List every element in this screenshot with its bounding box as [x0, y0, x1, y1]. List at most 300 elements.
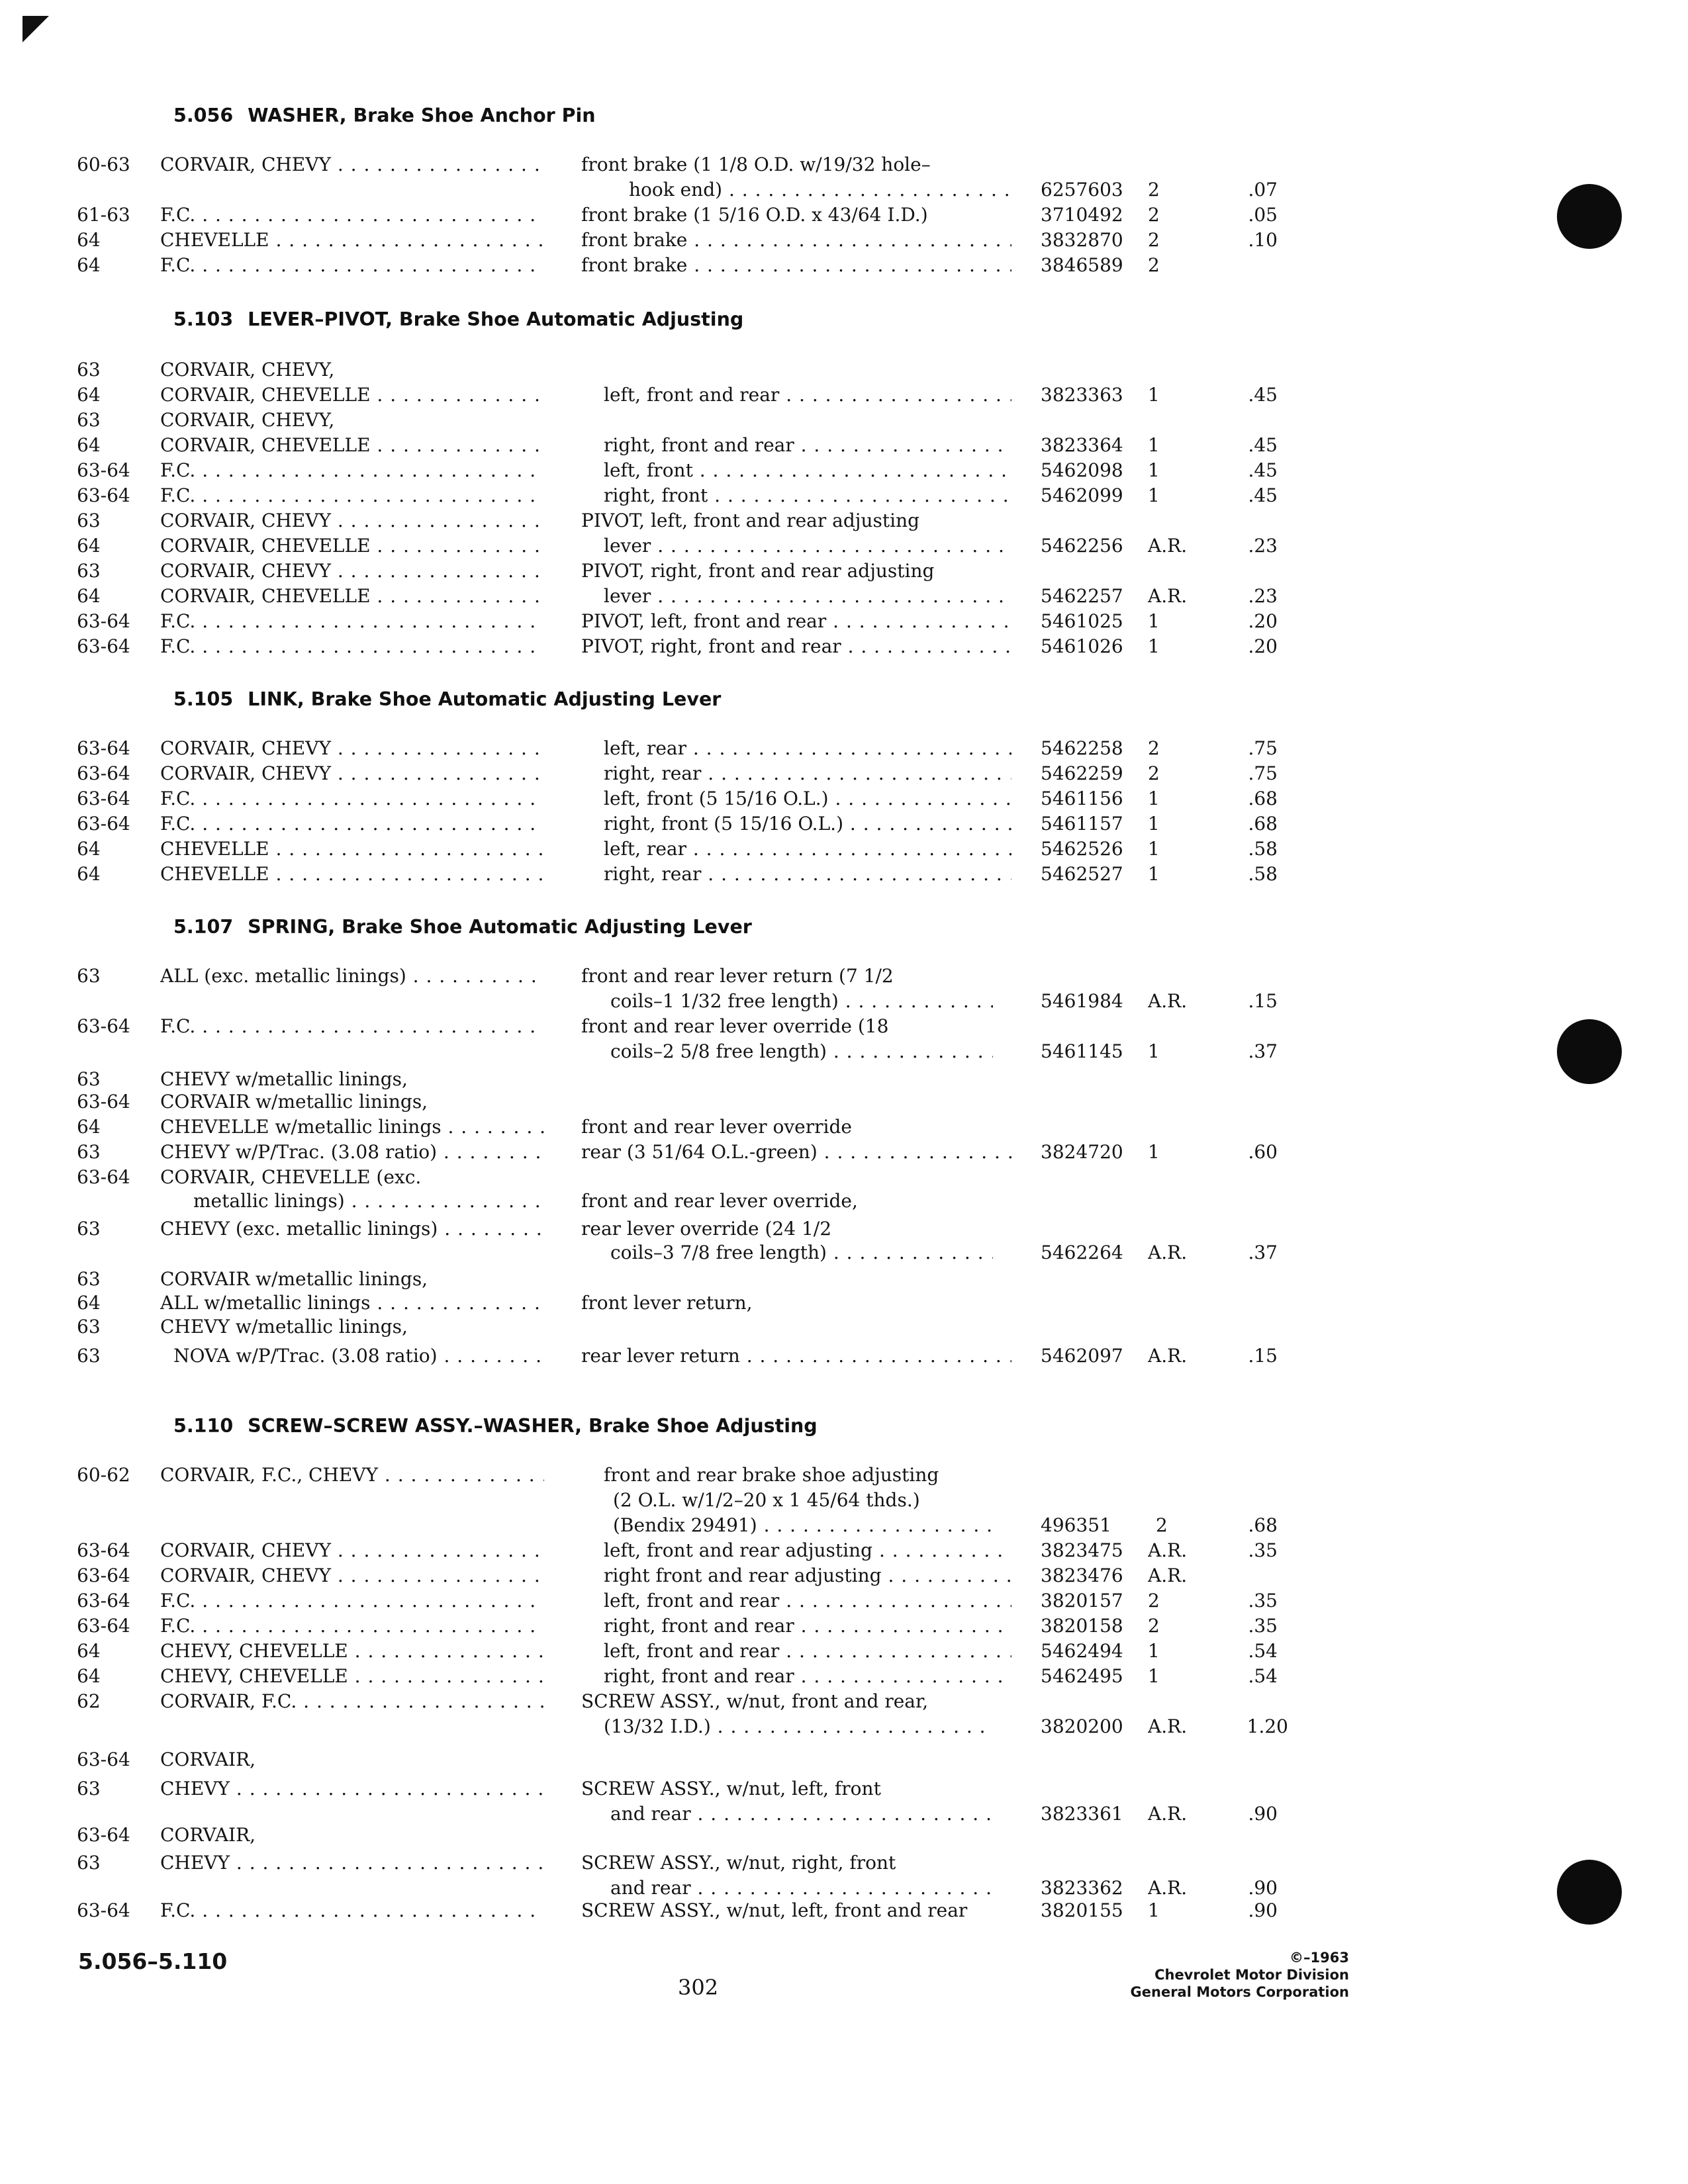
row-price: .75: [1248, 737, 1278, 759]
row-quantity: 2: [1148, 1590, 1160, 1612]
row-year: 63-64: [77, 762, 130, 784]
row-quantity: 2: [1156, 1514, 1168, 1536]
row-year: 63: [77, 1141, 101, 1163]
row-price: .68: [1248, 788, 1278, 809]
parts-row: [0, 1776, 1688, 1801]
parts-row: [0, 1291, 1688, 1316]
row-year: 63: [77, 1316, 101, 1338]
row-price: .20: [1248, 635, 1278, 657]
parts-row: [0, 1140, 1688, 1165]
row-part-number: 5462257: [1041, 585, 1123, 607]
row-description: left, front and rear . . .: [604, 1639, 1011, 1664]
row-description: rear lever return . . .: [581, 1343, 1011, 1369]
row-part-number: 5462527: [1041, 863, 1123, 885]
parts-row: [0, 433, 1688, 458]
row-part-number: 5461156: [1041, 788, 1123, 809]
row-description: left, rear . . .: [604, 837, 1011, 862]
row-description: lever . . .: [604, 584, 1011, 609]
parts-row: [0, 1488, 1688, 1513]
parts-row: [0, 1823, 1688, 1848]
section-heading: 5.110 SCREW–SCREW ASSY.–WASHER, Brake Shoe Adjusting: [173, 1415, 818, 1437]
parts-row: [0, 203, 1688, 228]
row-part-number: 5462258: [1041, 737, 1123, 759]
row-year: 63-64: [77, 1590, 130, 1612]
row-price: .35: [1248, 1615, 1278, 1637]
parts-row: [0, 559, 1688, 584]
row-description: front brake . . .: [581, 228, 1011, 253]
row-quantity: 1: [1148, 1040, 1160, 1062]
row-description: right, front and rear . . .: [604, 1664, 1011, 1689]
row-model: F.C. . . .: [160, 483, 544, 508]
section-heading: 5.105 LINK, Brake Shoe Automatic Adjusting Lever: [173, 688, 722, 710]
row-description: PIVOT, left, front and rear . . .: [581, 609, 1011, 634]
row-description: rear lever override (24 1/2: [581, 1218, 832, 1240]
row-part-number: 496351: [1041, 1514, 1111, 1536]
parts-row: [0, 1538, 1688, 1563]
row-model: CHEVY w/P/Trac. (3.08 ratio) . . .: [160, 1140, 544, 1165]
row-description: lever . . .: [604, 533, 1011, 559]
row-part-number: 5461984: [1041, 990, 1123, 1012]
row-price: .45: [1248, 459, 1278, 481]
row-quantity: 2: [1148, 229, 1160, 251]
row-price: .10: [1248, 229, 1278, 251]
row-part-number: 6257603: [1041, 179, 1123, 201]
row-year: 63-64: [77, 788, 130, 809]
row-description: SCREW ASSY., w/nut, left, front and rear: [581, 1899, 968, 1921]
row-model: CORVAIR w/metallic linings,: [160, 1091, 428, 1113]
row-description: coils–3 7/8 free length) . . .: [610, 1240, 993, 1265]
copyright-year: ©–1963: [1289, 1950, 1349, 1966]
row-model: F.C. . . .: [160, 811, 544, 837]
parts-row: [0, 1343, 1688, 1369]
row-year: 64: [77, 863, 101, 885]
row-year: 63-64: [77, 1565, 130, 1586]
row-price: .90: [1248, 1899, 1278, 1921]
row-quantity: 1: [1148, 484, 1160, 506]
row-part-number: 5461157: [1041, 813, 1123, 835]
row-model: F.C. . . .: [160, 786, 544, 811]
parts-row: [0, 1850, 1688, 1876]
parts-row: [0, 383, 1688, 408]
parts-row: [0, 458, 1688, 483]
row-model: CORVAIR, CHEVY,: [160, 409, 335, 431]
row-part-number: 3823361: [1041, 1803, 1123, 1825]
row-model: CORVAIR, F.C., CHEVY . . .: [160, 1463, 544, 1488]
parts-row: [0, 152, 1688, 177]
row-model: CORVAIR,: [160, 1749, 256, 1770]
row-description: front lever return,: [581, 1292, 753, 1314]
row-model: NOVA w/P/Trac. (3.08 ratio) . . .: [173, 1343, 544, 1369]
row-price: .23: [1248, 535, 1278, 557]
row-model: CORVAIR w/metallic linings,: [160, 1268, 428, 1290]
row-year: 64: [77, 1665, 101, 1687]
copyright-block: [1059, 1949, 1349, 2001]
row-quantity: A.R.: [1148, 535, 1188, 557]
row-description: front and rear lever override: [581, 1116, 852, 1138]
row-part-number: 5462097: [1041, 1345, 1123, 1367]
parts-row: [0, 1513, 1688, 1538]
row-model: F.C. . . .: [160, 634, 544, 659]
row-year: 63: [77, 359, 101, 381]
row-year: 63-64: [77, 635, 130, 657]
parts-row: [0, 1614, 1688, 1639]
row-model: CORVAIR, F.C. . . .: [160, 1689, 544, 1714]
row-description: right front and rear adjusting . . .: [604, 1563, 1011, 1588]
parts-row: [0, 862, 1688, 887]
row-model: CORVAIR, CHEVELLE . . .: [160, 533, 544, 559]
row-model: CHEVELLE . . .: [160, 837, 544, 862]
parts-row: [0, 1165, 1688, 1190]
row-model: CORVAIR, CHEVELLE . . .: [160, 584, 544, 609]
row-model: CORVAIR, CHEVY . . .: [160, 508, 544, 533]
row-part-number: 3820200: [1041, 1715, 1123, 1737]
row-price: .35: [1248, 1539, 1278, 1561]
row-year: 60-63: [77, 154, 130, 175]
row-description: left, rear . . .: [604, 736, 1011, 761]
row-price: .15: [1248, 1345, 1278, 1367]
row-price: .54: [1248, 1665, 1278, 1687]
parts-row: [0, 1714, 1688, 1739]
row-description: and rear . . .: [610, 1801, 993, 1827]
row-year: 64: [77, 1116, 101, 1138]
row-year: 64: [77, 434, 101, 456]
row-year: 63: [77, 1268, 101, 1290]
row-model: CHEVY . . .: [160, 1850, 544, 1876]
row-year: 63-64: [77, 1899, 130, 1921]
parts-row: [0, 1747, 1688, 1772]
corner-registration-mark: [23, 16, 49, 42]
parts-row: [0, 1563, 1688, 1588]
row-price: .23: [1248, 585, 1278, 607]
row-year: 62: [77, 1690, 101, 1712]
row-part-number: 5462264: [1041, 1242, 1123, 1263]
parts-row: [0, 508, 1688, 533]
page-range: 5.056–5.110: [78, 1948, 228, 1974]
row-price: .07: [1248, 179, 1278, 201]
row-description: right, front and rear . . .: [604, 1614, 1011, 1639]
parts-row: [0, 253, 1688, 278]
section-heading: 5.107 SPRING, Brake Shoe Automatic Adjusting Lever: [173, 916, 752, 938]
parts-row: [0, 177, 1688, 203]
row-description: right, rear . . .: [604, 761, 1011, 786]
row-model: CHEVY, CHEVELLE . . .: [160, 1664, 544, 1689]
row-part-number: 5462099: [1041, 484, 1123, 506]
row-year: 64: [77, 1640, 101, 1662]
row-part-number: 3824720: [1041, 1141, 1123, 1163]
row-quantity: 1: [1148, 863, 1160, 885]
row-quantity: 1: [1148, 434, 1160, 456]
parts-row: [0, 1039, 1688, 1064]
row-year: 63: [77, 1852, 101, 1874]
row-description: front brake (1 1/8 O.D. w/19/32 hole–: [581, 154, 931, 175]
row-description: PIVOT, left, front and rear adjusting: [581, 510, 920, 531]
row-part-number: 5462098: [1041, 459, 1123, 481]
row-year: 64: [77, 1292, 101, 1314]
row-model: F.C. . . .: [160, 1014, 544, 1039]
row-description: coils–2 5/8 free length) . . .: [610, 1039, 993, 1064]
row-part-number: 3823476: [1041, 1565, 1123, 1586]
row-quantity: 1: [1148, 1141, 1160, 1163]
row-price: .75: [1248, 762, 1278, 784]
row-model: F.C. . . .: [160, 609, 544, 634]
parts-row: [0, 1216, 1688, 1242]
row-model: CORVAIR, CHEVELLE . . .: [160, 383, 544, 408]
row-description: SCREW ASSY., w/nut, left, front: [581, 1778, 881, 1799]
parts-row: [0, 1115, 1688, 1140]
row-price: .05: [1248, 204, 1278, 226]
row-quantity: A.R.: [1148, 1345, 1188, 1367]
row-year: 64: [77, 254, 101, 276]
row-price: 1.20: [1246, 1715, 1288, 1737]
row-model: CHEVELLE . . .: [160, 228, 544, 253]
parts-row: [0, 533, 1688, 559]
row-description: and rear . . .: [610, 1876, 993, 1901]
parts-row: [0, 964, 1688, 989]
row-quantity: 2: [1148, 179, 1160, 201]
row-model: CORVAIR, CHEVY . . .: [160, 736, 544, 761]
row-quantity: 2: [1148, 1615, 1160, 1637]
row-description: (2 O.L. w/1/2–20 x 1 45/64 thds.): [613, 1489, 920, 1511]
row-year: 63: [77, 965, 101, 987]
row-year: 63-64: [77, 1015, 130, 1037]
row-part-number: 3820158: [1041, 1615, 1123, 1637]
row-quantity: 1: [1148, 1640, 1160, 1662]
row-description: left, front and rear . . .: [604, 383, 1011, 408]
parts-row: [0, 357, 1688, 383]
row-quantity: A.R.: [1148, 1803, 1188, 1825]
row-model: CHEVELLE w/metallic linings . . .: [160, 1115, 544, 1140]
row-description: right, front (5 15/16 O.L.) . . .: [604, 811, 1011, 837]
row-model: CORVAIR, CHEVY . . .: [160, 1538, 544, 1563]
row-quantity: 1: [1148, 813, 1160, 835]
row-quantity: A.R.: [1148, 1877, 1188, 1899]
parts-row: [0, 1664, 1688, 1689]
row-price: .20: [1248, 610, 1278, 632]
row-year: 63-64: [77, 459, 130, 481]
parts-row: [0, 837, 1688, 862]
parts-row: [0, 811, 1688, 837]
row-description: SCREW ASSY., w/nut, right, front: [581, 1852, 896, 1874]
row-model: CHEVELLE . . .: [160, 862, 544, 887]
row-part-number: 5462259: [1041, 762, 1123, 784]
row-quantity: A.R.: [1148, 585, 1188, 607]
row-part-number: 5462526: [1041, 838, 1123, 860]
parts-row: [0, 1189, 1688, 1214]
row-description: (Bendix 29491) . . .: [613, 1513, 996, 1538]
row-part-number: 3823363: [1041, 384, 1123, 406]
row-year: 63-64: [77, 1615, 130, 1637]
page-number: 302: [678, 1975, 719, 2000]
parts-row: [0, 634, 1688, 659]
row-year: 63: [77, 1778, 101, 1799]
corporation-name: General Motors Corporation: [1130, 1984, 1349, 2000]
row-quantity: 1: [1148, 459, 1160, 481]
parts-row: [0, 1588, 1688, 1614]
row-model: F.C. . . .: [160, 1898, 544, 1923]
row-part-number: 5462256: [1041, 535, 1123, 557]
row-description: right, front and rear . . .: [604, 433, 1011, 458]
row-quantity: A.R.: [1148, 1565, 1188, 1586]
row-quantity: 2: [1148, 254, 1160, 276]
row-model: CHEVY . . .: [160, 1776, 544, 1801]
row-description: hook end) . . .: [629, 177, 1011, 203]
row-year: 64: [77, 535, 101, 557]
row-model: CORVAIR, CHEVELLE (exc.: [160, 1166, 422, 1188]
parts-row: [0, 609, 1688, 634]
row-model: F.C. . . .: [160, 1588, 544, 1614]
row-model: CHEVY (exc. metallic linings) . . .: [160, 1216, 544, 1242]
row-description: SCREW ASSY., w/nut, front and rear,: [581, 1690, 929, 1712]
row-quantity: 1: [1148, 1665, 1160, 1687]
row-description: right, front . . .: [604, 483, 1011, 508]
row-model: CHEVY w/metallic linings,: [160, 1316, 408, 1338]
row-description: front and rear lever override,: [581, 1190, 858, 1212]
row-quantity: 2: [1148, 737, 1160, 759]
row-part-number: 5461025: [1041, 610, 1123, 632]
row-year: 63-64: [77, 484, 130, 506]
row-part-number: 5462494: [1041, 1640, 1123, 1662]
parts-row: [0, 989, 1688, 1014]
row-model: CHEVY, CHEVELLE . . .: [160, 1639, 544, 1664]
row-part-number: 3832870: [1041, 229, 1123, 251]
row-quantity: 1: [1148, 384, 1160, 406]
row-part-number: 3823362: [1041, 1877, 1123, 1899]
row-price: .54: [1248, 1640, 1278, 1662]
parts-row: [0, 1240, 1688, 1265]
row-part-number: 3823364: [1041, 434, 1123, 456]
row-description: front brake . . .: [581, 253, 1011, 278]
row-part-number: 5461145: [1041, 1040, 1123, 1062]
row-year: 64: [77, 585, 101, 607]
parts-row: [0, 483, 1688, 508]
row-year: 63-64: [77, 1091, 130, 1113]
row-part-number: 3820157: [1041, 1590, 1123, 1612]
row-year: 64: [77, 838, 101, 860]
parts-row: [0, 1067, 1688, 1092]
row-price: .58: [1248, 863, 1278, 885]
parts-row: [0, 761, 1688, 786]
row-year: 60-62: [77, 1464, 130, 1486]
parts-row: [0, 584, 1688, 609]
parts-row: [0, 1898, 1688, 1923]
row-model: CHEVY w/metallic linings,: [160, 1068, 408, 1090]
row-description: rear (3 51/64 O.L.-green) . . .: [581, 1140, 1011, 1165]
row-price: .68: [1248, 1514, 1278, 1536]
row-model: metallic linings) . . .: [193, 1189, 544, 1214]
row-price: .60: [1248, 1141, 1278, 1163]
row-year: 63: [77, 1218, 101, 1240]
row-description: front and rear lever return (7 1/2: [581, 965, 894, 987]
row-quantity: 1: [1148, 635, 1160, 657]
row-quantity: 1: [1148, 1899, 1160, 1921]
row-price: .68: [1248, 813, 1278, 835]
parts-row: [0, 786, 1688, 811]
row-quantity: 2: [1148, 762, 1160, 784]
row-price: .58: [1248, 838, 1278, 860]
section-heading: 5.103 LEVER–PIVOT, Brake Shoe Automatic Adjusting: [173, 308, 744, 330]
row-year: 61-63: [77, 204, 130, 226]
parts-row: [0, 228, 1688, 253]
row-model: ALL (exc. metallic linings) . . .: [160, 964, 544, 989]
row-quantity: A.R.: [1148, 1715, 1188, 1737]
row-part-number: 3823475: [1041, 1539, 1123, 1561]
row-description: right, rear . . .: [604, 862, 1011, 887]
row-model: CORVAIR, CHEVELLE . . .: [160, 433, 544, 458]
division-name: Chevrolet Motor Division: [1154, 1967, 1349, 1983]
row-quantity: 1: [1148, 610, 1160, 632]
row-model: F.C. . . .: [160, 203, 544, 228]
row-price: .45: [1248, 434, 1278, 456]
row-model: CORVAIR,: [160, 1824, 256, 1846]
row-model: F.C. . . .: [160, 458, 544, 483]
row-model: F.C. . . .: [160, 253, 544, 278]
row-part-number: 3820155: [1041, 1899, 1123, 1921]
row-description: left, front and rear adjusting . . .: [604, 1538, 1011, 1563]
parts-row: [0, 1463, 1688, 1488]
row-model: CORVAIR, CHEVY . . .: [160, 761, 544, 786]
row-year: 63-64: [77, 610, 130, 632]
row-price: .35: [1248, 1590, 1278, 1612]
row-price: .45: [1248, 384, 1278, 406]
section-heading: 5.056 WASHER, Brake Shoe Anchor Pin: [173, 105, 596, 126]
row-quantity: A.R.: [1148, 1539, 1188, 1561]
parts-row: [0, 1089, 1688, 1115]
row-year: 63: [77, 1068, 101, 1090]
row-year: 64: [77, 384, 101, 406]
row-model: CORVAIR, CHEVY . . .: [160, 559, 544, 584]
row-description: front brake (1 5/16 O.D. x 43/64 I.D.): [581, 204, 928, 226]
row-year: 63-64: [77, 813, 130, 835]
row-price: .37: [1248, 1242, 1278, 1263]
row-model: CORVAIR, CHEVY,: [160, 359, 335, 381]
row-description: (13/32 I.D.) . . .: [604, 1714, 986, 1739]
row-part-number: 3710492: [1041, 204, 1123, 226]
row-price: .90: [1248, 1803, 1278, 1825]
row-part-number: 5461026: [1041, 635, 1123, 657]
row-description: left, front and rear . . .: [604, 1588, 1011, 1614]
row-description: coils–1 1/32 free length) . . .: [610, 989, 993, 1014]
row-model: F.C. . . .: [160, 1614, 544, 1639]
parts-row: [0, 736, 1688, 761]
row-description: PIVOT, right, front and rear . . .: [581, 634, 1011, 659]
row-quantity: 2: [1148, 204, 1160, 226]
row-year: 63: [77, 1345, 101, 1367]
row-description: front and rear lever override (18: [581, 1015, 889, 1037]
parts-row: [0, 1689, 1688, 1714]
row-price: .90: [1248, 1877, 1278, 1899]
parts-row: [0, 1876, 1688, 1901]
row-description: left, front . . .: [604, 458, 1011, 483]
row-year: 63-64: [77, 1824, 130, 1846]
row-model: CORVAIR, CHEVY . . .: [160, 152, 544, 177]
parts-row: [0, 1267, 1688, 1292]
row-year: 63-64: [77, 1749, 130, 1770]
parts-row: [0, 1639, 1688, 1664]
row-description: PIVOT, right, front and rear adjusting: [581, 560, 935, 582]
parts-row: [0, 1014, 1688, 1039]
row-year: 63-64: [77, 737, 130, 759]
row-quantity: 1: [1148, 788, 1160, 809]
row-year: 64: [77, 229, 101, 251]
row-part-number: 5462495: [1041, 1665, 1123, 1687]
row-quantity: A.R.: [1148, 990, 1188, 1012]
row-quantity: A.R.: [1148, 1242, 1188, 1263]
row-model: ALL w/metallic linings . . .: [160, 1291, 544, 1316]
row-price: .15: [1248, 990, 1278, 1012]
parts-row: [0, 408, 1688, 433]
parts-row: [0, 1314, 1688, 1340]
row-year: 63-64: [77, 1539, 130, 1561]
